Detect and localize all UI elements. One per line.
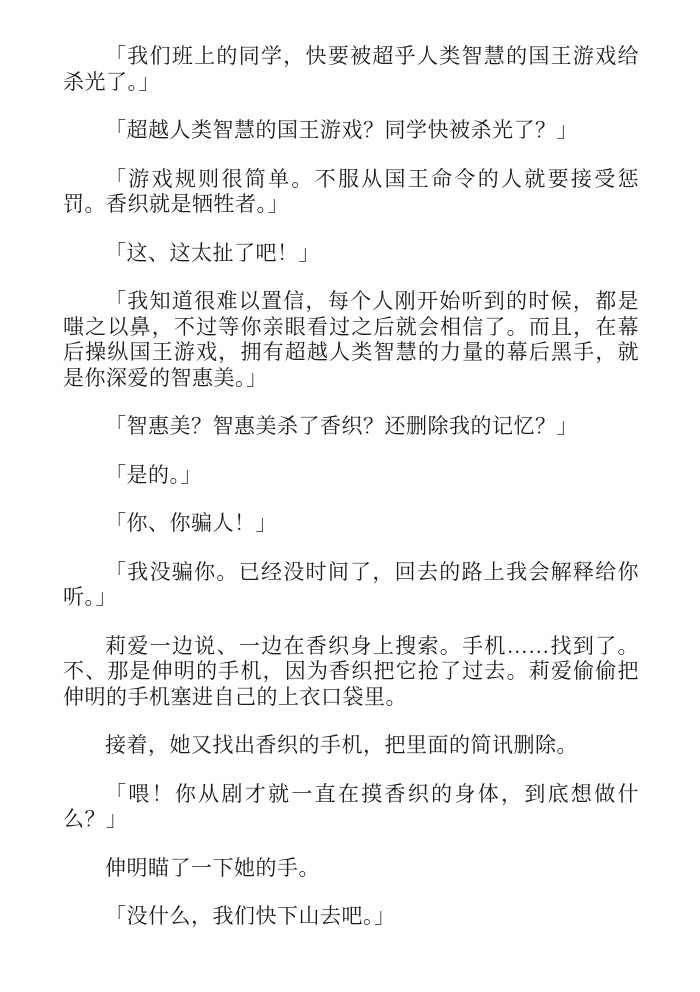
paragraph: 「我没骗你。已经没时间了，回去的路上我会解释给你听。」 [63, 559, 639, 609]
paragraph: 「这、这太扯了吧！」 [105, 240, 320, 265]
paragraph: 「没什么，我们快下山去吧。」 [105, 904, 396, 928]
paragraph: 伸明瞄了一下她的手。 [105, 855, 320, 880]
paragraph: 「你、你骗人！」 [105, 511, 277, 535]
paragraph: 「游戏规则很简单。不服从国王命令的人就要接受惩罚。香织就是牺牲者。」 [63, 166, 639, 216]
paragraph: 「智惠美？智惠美杀了香织？还删除我的记忆？」 [105, 414, 578, 438]
paragraph: 「我知道很难以置信，每个人刚开始听到的时候，都是嗤之以鼻，不过等你亲眼看过之后就会相信了。而且，在幕后操纵国王游戏，拥有超越人类智慧的力量的幕后黑手，就是你深爱的智惠美。」 [63, 289, 639, 390]
paragraph: 「喂！你从剧才就一直在摸香织的身体，到底想做什么？」 [63, 781, 639, 831]
paragraph: 莉爱一边说、一边在香织身上搜索。手机……找到了。不、那是伸明的手机，因为香织把它抢了过去。莉爱偷偷把伸明的手机塞进自己的上衣口袋里。 [63, 633, 639, 709]
paragraph: 「超越人类智慧的国王游戏？同学快被杀光了？」 [105, 118, 578, 142]
paragraph: 「我们班上的同学，快要被超乎人类智慧的国王游戏给杀光了。」 [63, 44, 639, 94]
novel-text-block [63, 44, 639, 930]
paragraph: 接着，她又找出香织的手机，把里面的简讯删除。 [105, 733, 578, 757]
paragraph: 「是的。」 [105, 462, 202, 487]
